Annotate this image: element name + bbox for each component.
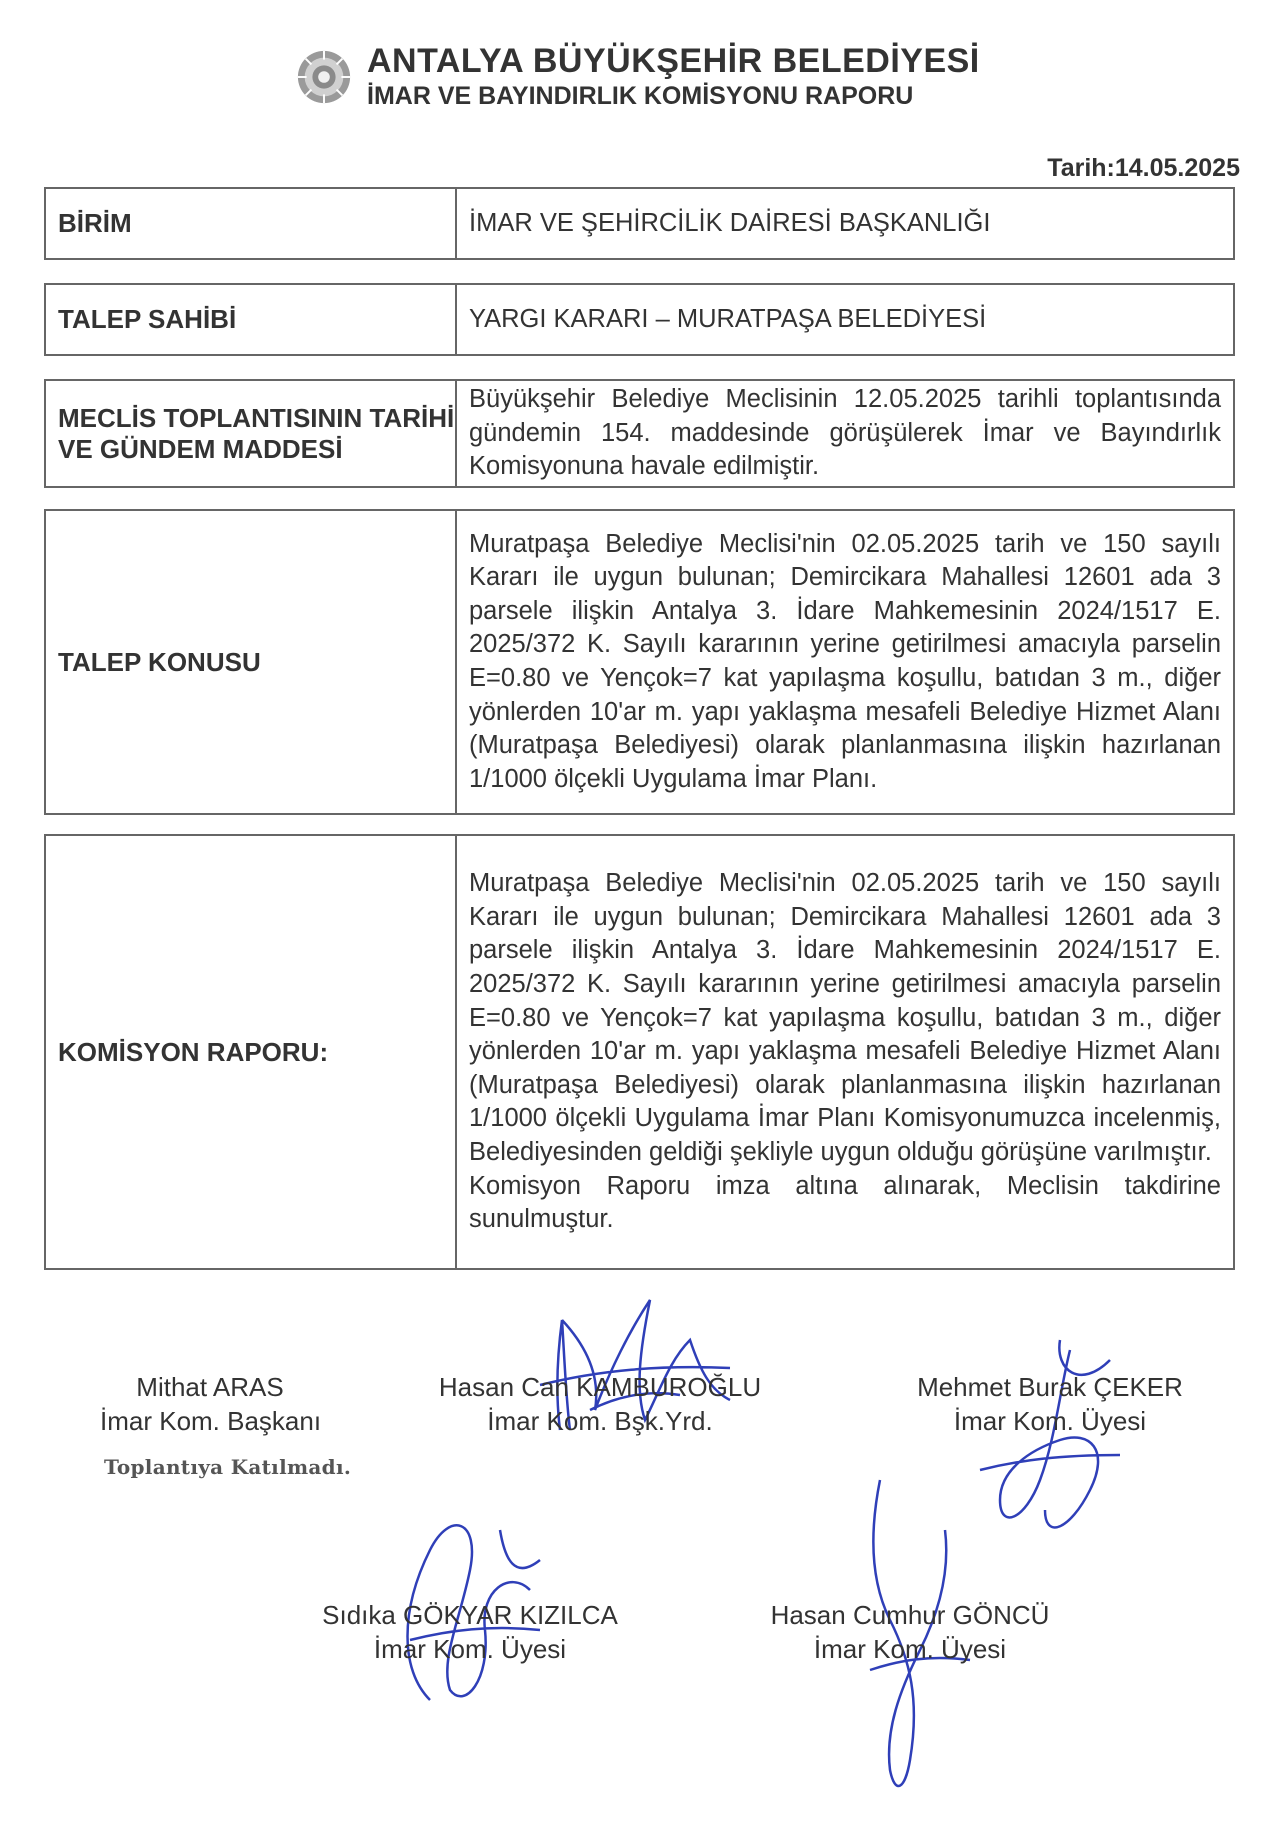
row-komisyon-raporu [44, 834, 1235, 1270]
row-value: İMAR VE ŞEHİRCİLİK DAİRESİ BAŞKANLIĞI [469, 208, 991, 237]
absence-stamp: Toplantıya Katılmadı. [104, 1455, 352, 1479]
municipality-logo-icon [295, 48, 353, 106]
row-label: BİRİM [46, 189, 457, 258]
row-label: MECLİS TOPLANTISININ TARİHİ VE GÜNDEM MADDESİ [46, 381, 457, 486]
signer-name: Mehmet Burak ÇEKER [917, 1372, 1183, 1402]
document-header [295, 40, 1055, 120]
signer-goncu [750, 1598, 1070, 1666]
signer-name: Sıdıka GÖKYAR KIZILCA [322, 1600, 618, 1630]
row-birim [44, 187, 1235, 260]
row-value: Büyükşehir Belediye Meclisinin 12.05.2025 tarihli toplantısında gündemin 154. maddesinde görüşülerek İmar ve Bayındırlık Komisyonuna havale edilmiştir. [469, 385, 1221, 481]
row-talep-sahibi [44, 283, 1235, 356]
row-meclis [44, 379, 1235, 488]
row-talep-konusu [44, 509, 1235, 815]
signer-title: İmar Kom. Üyesi [373, 1634, 567, 1664]
report-date: Tarih:14.05.2025 [1047, 154, 1240, 182]
row-value-closing: Komisyon Raporu imza altına alınarak, Meclisin takdirine sunulmuştur. [469, 1171, 1221, 1234]
signer-name: Hasan Cumhur GÖNCÜ [770, 1600, 1050, 1630]
signer-aras [100, 1370, 320, 1438]
signer-gokyar [300, 1598, 640, 1666]
row-label: TALEP KONUSU [46, 511, 457, 813]
row-value: Muratpaşa Belediye Meclisi'nin 02.05.2025 tarih ve 150 sayılı Kararı ile uygun bulunan; Demircikara Mahallesi 12601 ada 3 parsele ilişkin Antalya 3. İdare Mahkemesinin 2024/1517 E. 2025/372 K. Sayılı kararının yerine getirilmesi amacıyla parselin E=0.80 ve Yençok=7 kat yapılaşma koşullu, batıdan 3 m., diğer yönlerden 10'ar m. yapı yaklaşma mesafeli Belediye Hizmet Alanı (Muratpaşa Belediyesi) olarak planlanmasına ilişkin hazırlanan 1/1000 ölçekli Uygulama İmar Planı Komisyonumuzca incelenmiş, Belediyesinden geldiği şekliyle uygun olduğu görüşüne varılmıştır. [469, 869, 1221, 1166]
row-value: YARGI KARARI – MURATPAŞA BELEDİYESİ [469, 304, 987, 333]
signer-title: İmar Kom. Üyesi [953, 1406, 1147, 1436]
municipality-title: ANTALYA BÜYÜKŞEHİR BELEDİYESİ [367, 42, 980, 80]
signature-ceker [960, 1330, 1160, 1570]
row-label: KOMİSYON RAPORU: [46, 836, 457, 1268]
row-label: TALEP SAHİBİ [46, 285, 457, 354]
signer-name: Hasan Can KAMBUROĞLU [438, 1372, 762, 1402]
signer-kamburoglu [420, 1370, 780, 1438]
signer-name: Mithat ARAS [136, 1372, 284, 1402]
signer-title: İmar Kom. Bşk.Yrd. [487, 1406, 713, 1436]
signer-title: İmar Kom. Başkanı [100, 1406, 322, 1436]
signer-ceker [890, 1370, 1210, 1438]
report-subtitle: İMAR VE BAYINDIRLIK KOMİSYONU RAPORU [367, 82, 914, 110]
row-value: Muratpaşa Belediye Meclisi'nin 02.05.2025 tarih ve 150 sayılı Kararı ile uygun bulunan; Demircikara Mahallesi 12601 ada 3 parsele ilişkin Antalya 3. İdare Mahkemesinin 2024/1517 E. 2025/372 K. Sayılı kararının yerine getirilmesi amacıyla parselin E=0.80 ve Yençok=7 kat yapılaşma koşullu, batıdan 3 m., diğer yönlerden 10'ar m. yapı yaklaşma mesafeli Belediye Hizmet Alanı (Muratpaşa Belediyesi) olarak planlanmasına ilişkin hazırlanan 1/1000 ölçekli Uygulama İmar Planı. [469, 529, 1221, 793]
signer-title: İmar Kom. Üyesi [813, 1634, 1007, 1664]
